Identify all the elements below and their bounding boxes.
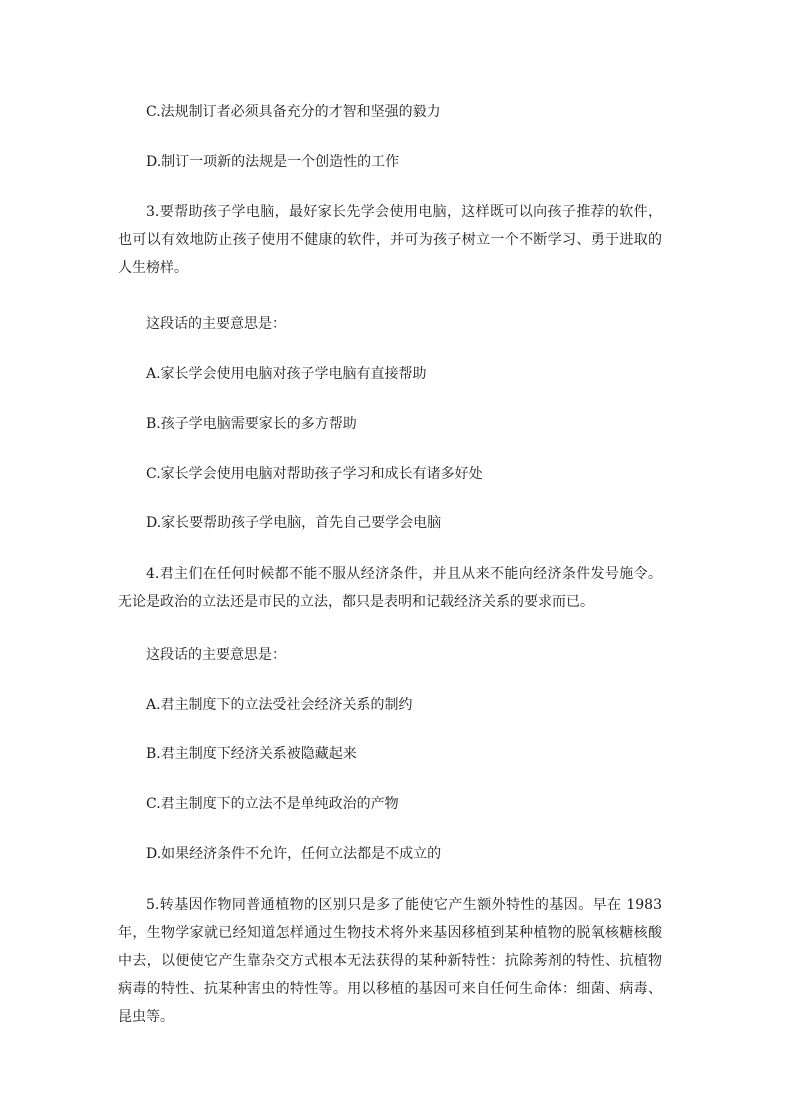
q4-option-c: C.君主制度下的立法不是单纯政治的产物	[146, 796, 399, 812]
q3-option-c: C.家长学会使用电脑对帮助孩子学习和成长有诸多好处	[146, 466, 483, 482]
q3-passage: 3.要帮助孩子学电脑，最好家长先学会使用电脑，这样既可以向孩子推荐的软件，也可以有效地防止孩子使用不健康的软件，并可为孩子树立一个不断学习、勇于进取的人生榜样。	[118, 204, 662, 276]
q3-option-b: B.孩子学电脑需要家长的多方帮助	[146, 416, 357, 432]
q4-option-b: B.君主制度下经济关系被隐藏起来	[146, 746, 357, 762]
q3-question: 这段话的主要意思是：	[146, 316, 286, 332]
q2-option-c: C.法规制订者必须具备充分的才智和坚强的毅力	[146, 104, 441, 120]
q4-passage: 4.君主们在任何时候都不能不服从经济条件，并且从来不能向经济条件发号施令。无论是政治的立法还是市民的立法，都只是表明和记载经济关系的要求而已。	[118, 566, 662, 610]
q4-option-a: A.君主制度下的立法受社会经济关系的制约	[146, 697, 413, 713]
q3-option-d: D.家长要帮助孩子学电脑，首先自己要学会电脑	[146, 515, 442, 531]
q4-option-d: D.如果经济条件不允许，任何立法都是不成立的	[146, 846, 442, 862]
q4-question: 这段话的主要意思是：	[146, 647, 286, 663]
q2-option-d: D.制订一项新的法规是一个创造性的工作	[146, 154, 400, 170]
q3-option-a: A.家长学会使用电脑对孩子学电脑有直接帮助	[146, 366, 427, 382]
q5-passage: 5.转基因作物同普通植物的区别只是多了能使它产生额外特性的基因。早在 1983 年，生物学家就已经知道怎样通过生物技术将外来基因移植到某种植物的脱氧核糖核酸中去，以便使它产生靠杂交方式根本无法获得的某种新特性：抗除莠剂的特性、抗植物病毒的特性、抗某种害虫的特性等。用以移植的基因可来自任何生命体：细菌、病毒、昆虫等。	[118, 897, 662, 1025]
